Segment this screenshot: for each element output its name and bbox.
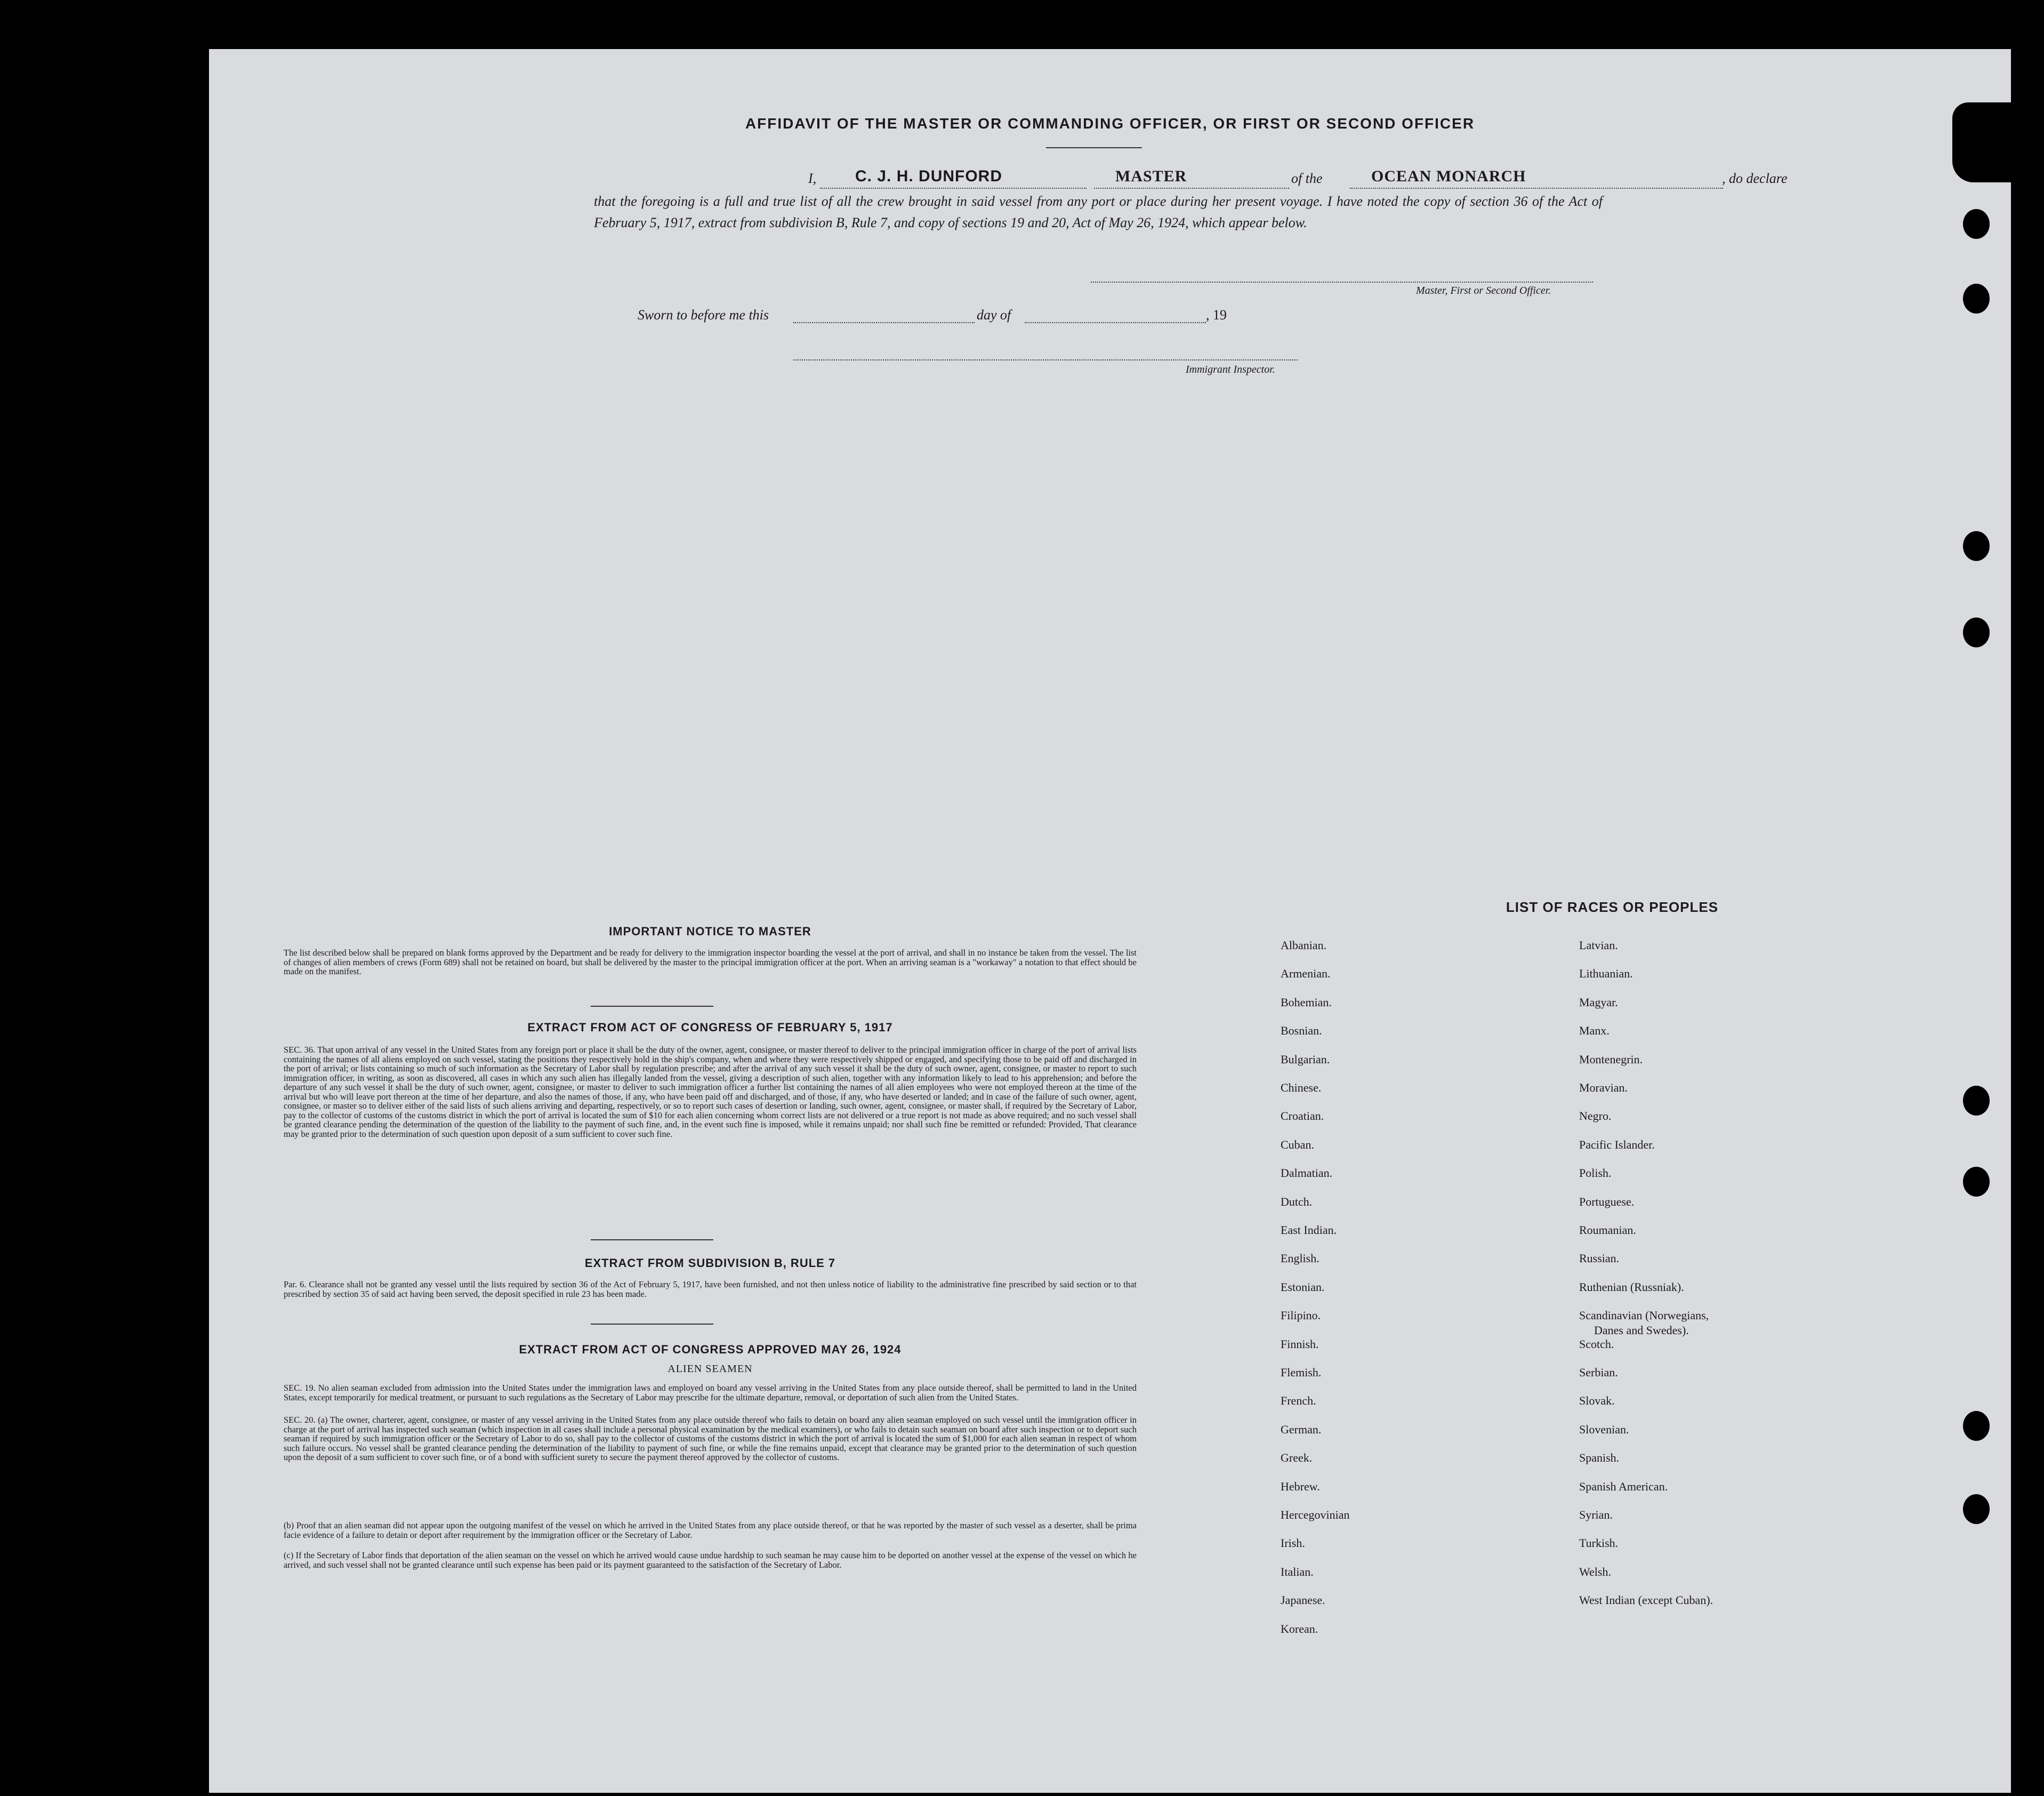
races-title: LIST OF RACES OR PEOPLES [1506, 899, 1719, 915]
race-item: Moravian. [1579, 1081, 1628, 1094]
master-name: C. J. H. DUNFORD [855, 167, 1003, 185]
race-item: Filipino. [1281, 1309, 1321, 1322]
race-item: Irish. [1281, 1536, 1305, 1550]
extract-1917-title: EXTRACT FROM ACT OF CONGRESS OF FEBRUARY 5, 1917 [527, 1021, 893, 1034]
i-label: I, [808, 171, 817, 186]
race-item: Cuban. [1281, 1137, 1314, 1151]
race-item: Roumanian. [1579, 1223, 1636, 1237]
punch-hole [1963, 1086, 1990, 1116]
race-item: Manx. [1579, 1024, 1610, 1038]
race-item: Russian. [1579, 1252, 1620, 1265]
race-item: Estonian. [1281, 1280, 1325, 1294]
notice-title: IMPORTANT NOTICE TO MASTER [609, 925, 811, 938]
race-item: English. [1281, 1252, 1319, 1265]
race-item: Korean. [1281, 1622, 1318, 1635]
inspector-line [793, 359, 1298, 360]
extract-rule7-body: Par. 6. Clearance shall not be granted any vessel until the lists required by section 36 of the Act of February 5, 1917, have been furnished, and not then unless notice of liability to the administrative fine prescribed by said section or to that prescribed by section 35 of said act having been served, the deposit specified in rule 23 has been made. [284, 1279, 1137, 1299]
punch-hole [1963, 1167, 1990, 1197]
race-item: Bosnian. [1281, 1024, 1322, 1038]
affidavit-heading: AFFIDAVIT OF THE MASTER OR COMMANDING OFFICER, OR FIRST OR SECOND OFFICER [745, 115, 1475, 132]
race-item: Bulgarian. [1281, 1052, 1330, 1066]
race-item: Scandinavian (Norwegians, [1579, 1309, 1709, 1322]
vessel-line [1350, 188, 1723, 189]
document-page [209, 49, 2011, 1793]
divider [591, 1239, 713, 1240]
race-item: East Indian. [1281, 1223, 1337, 1237]
year-label: , 19 [1206, 307, 1227, 323]
race-item: Croatian. [1281, 1109, 1324, 1123]
punch-hole [1963, 209, 1990, 239]
race-item: Lithuanian. [1579, 967, 1633, 981]
day-of-label: day of [977, 307, 1011, 323]
race-item: Hercegovinian [1281, 1508, 1350, 1521]
race-item: Scotch. [1579, 1337, 1614, 1351]
officer-position: MASTER [1115, 167, 1187, 185]
race-item: Dalmatian. [1281, 1166, 1333, 1180]
notice-body: The list described below shall be prepared on blank forms approved by the Department and be ready for delivery to the immigration inspector boarding the vessel at the port of arrival, and shall in no instance be taken from the vessel. The list of changes of alien members of crews (Form 689) shall not be retained on board, but shall be delivered by the master to the principal immigration officer at the port. When an arriving seaman is a "workaway" a notation to that effect should be made on the manifest. [284, 948, 1137, 976]
race-item: Welsh. [1579, 1565, 1611, 1578]
race-item: Greek. [1281, 1451, 1313, 1465]
race-item: Italian. [1281, 1565, 1314, 1578]
race-item: Negro. [1579, 1109, 1612, 1123]
divider [591, 1324, 713, 1325]
extract-1924-sec20a: SEC. 20. (a) The owner, charterer, agent, consignee, or master of any vessel arriving in the United States from any place outside thereof who fails to detain on board any alien seaman employed on such vessel until the immigration officer in charge at the port of arrival has inspected such seaman (which inspection in all cases shall include a personal physical examination by the medical examiners), or who fails to detain such seaman on board after such inspection or to deport such seaman if required by such immigration officer or the Secretary of Labor to do so, shall pay to the collector of customs of the customs district in which the port of arrival is located the sum of $1,000 for each alien seaman in respect of whom such failure occurs. No vessel shall be granted clearance pending the determination of the liability to payment of such fine, or while the fine remains unpaid, except that clearance may be granted prior to the determination of such question upon the deposit of a sum sufficient to cover such fine, or of a bond with sufficient surety to secure the payment thereof approved by the collector of customs. [284, 1415, 1137, 1462]
extract-1924-sec19: SEC. 19. No alien seaman excluded from admission into the United States under the immigration laws and employed on board any vessel arriving in the United States from any place outside thereof, shall be permitted to land in the United States, except temporarily for medical treatment, or pursuant to such regulations as the Secretary of Labor may prescribe for the ultimate departure, removal, or deportation of such alien from the United States. [284, 1383, 1137, 1402]
heading-rule [1046, 147, 1142, 148]
punch-hole [1963, 284, 1990, 314]
signature-line [1091, 282, 1593, 283]
edge-tear [1952, 102, 2011, 182]
race-item: French. [1281, 1394, 1316, 1408]
race-item: Spanish. [1579, 1451, 1620, 1465]
signature-caption: Master, First or Second Officer. [1416, 285, 1551, 296]
punch-hole [1963, 531, 1990, 561]
race-item: Ruthenian (Russniak). [1579, 1280, 1684, 1294]
race-item: Armenian. [1281, 967, 1331, 981]
affidavit-body: that the foregoing is a full and true list of all the crew brought in said vessel from any port or place during her present voyage. I have noted the copy of section 36 of the Act of February 5, 1917, extract from subdivision B, Rule 7, and copy of sections 19 and 20, Act of May 26, 1924, which appear below. [594, 194, 1603, 230]
race-item: Serbian. [1579, 1366, 1618, 1379]
position-line [1094, 188, 1289, 189]
race-item: Albanian. [1281, 939, 1327, 952]
extract-rule7-title: EXTRACT FROM SUBDIVISION B, RULE 7 [584, 1256, 836, 1270]
race-item: German. [1281, 1422, 1322, 1436]
race-item: Latvian. [1579, 939, 1618, 952]
race-item: Portuguese. [1579, 1194, 1635, 1208]
extract-1924-subtitle: ALIEN SEAMEN [667, 1363, 753, 1375]
do-declare-label: , do declare [1722, 171, 1788, 186]
sworn-day-line [793, 322, 975, 323]
race-item: Danes and Swedes). [1594, 1324, 1689, 1337]
vessel-name: OCEAN MONARCH [1371, 167, 1526, 185]
race-item: West Indian (except Cuban). [1579, 1593, 1713, 1607]
sworn-label: Sworn to before me this [638, 307, 769, 323]
name-line [820, 188, 1087, 189]
race-item: Flemish. [1281, 1366, 1322, 1379]
extract-1924-title: EXTRACT FROM ACT OF CONGRESS APPROVED MAY 26, 1924 [519, 1343, 902, 1356]
divider [591, 1006, 713, 1007]
punch-hole [1963, 1411, 1990, 1441]
race-item: Spanish American. [1579, 1479, 1668, 1493]
extract-1924-sec20c: (c) If the Secretary of Labor finds that deportation of the alien seaman on the vessel on which he arrived would cause undue hardship to such seaman he may cause him to be deported on another vessel at the expense of the vessel on which he arrived, and such vessel shall not be granted clearance until such expense has been paid or its payment guaranteed to the satisfaction of the Secretary of Labor. [284, 1550, 1137, 1570]
race-item: Japanese. [1281, 1593, 1325, 1607]
race-item: Chinese. [1281, 1081, 1322, 1094]
punch-hole [1963, 618, 1990, 647]
race-item: Turkish. [1579, 1536, 1619, 1550]
race-item: Finnish. [1281, 1337, 1319, 1351]
race-item: Montenegrin. [1579, 1052, 1643, 1066]
race-item: Dutch. [1281, 1194, 1313, 1208]
race-item: Slovak. [1579, 1394, 1615, 1408]
race-item: Magyar. [1579, 995, 1618, 1009]
of-the-label: of the [1291, 171, 1323, 186]
inspector-caption: Immigrant Inspector. [1186, 364, 1275, 375]
race-item: Hebrew. [1281, 1479, 1320, 1493]
race-item: Bohemian. [1281, 995, 1332, 1009]
extract-1924-sec20b: (b) Proof that an alien seaman did not appear upon the outgoing manifest of the vessel on which he arrived in the United States from any place outside thereof, or that he was reported by the master of such vessel as a deserter, shall be prima facie evidence of a failure to detain or deport after requirement by the immigration officer or the Secretary of Labor. [284, 1520, 1137, 1540]
race-item: Pacific Islander. [1579, 1137, 1655, 1151]
race-item: Polish. [1579, 1166, 1612, 1180]
punch-hole [1963, 1494, 1990, 1524]
sworn-month-line [1025, 322, 1206, 323]
extract-1917-body: SEC. 36. That upon arrival of any vessel in the United States from any foreign port or place it shall be the duty of the owner, agent, consignee, or master thereof to deliver to the principal immigration officer in charge of the port of arrival lists containing the names of all aliens employed on such vessel, stating the positions they respectively hold in the ship's company, when and where they were respectively shipped or engaged, and specifying those to be paid off and discharged in the port of arrival; or lists containing so much of such information as the Secretary of Labor shall by regulation prescribe; and after the arrival of any such vessel it shall be the duty of such owner, agent, consignee, or master to report to such immigration officer, in writing, as soon as discovered, all cases in which any such alien has illegally landed from the vessel, giving a description of such alien, together with any information likely to lead to his apprehension; and before the departure of any such vessel it shall be the duty of such owner, agent, consignee, or master to deliver to such immigration officer a further list containing the names of all alien employees who were not employed thereon at the time of the arrival but who will leave port thereon at the time of her departure, and also the names of those, if any, who have been paid off and discharged, and of those, if any, who have deserted or landed; and in case of the failure of such owner, agent, consignee, or master so to deliver either of the said lists of such aliens arriving and departing, respectively, or so to report such cases of desertion or landing, such owner, agent, consignee, or master shall, if required by the Secretary of Labor, pay to the collector of customs of the customs district in which the port of arrival is located the sum of $10 for each alien concerning whom correct lists are not delivered or a true report is not made as above required; and no such vessel shall be granted clearance pending the determination of the question of the liability to the payment of such fine, and, in the event such fine is imposed, while it remains unpaid; nor shall such fine be remitted or refunded: Provided, That clearance may be granted prior to the determination of such question upon deposit of a sum sufficient to cover such fine. [284, 1045, 1137, 1139]
race-item: Slovenian. [1579, 1422, 1629, 1436]
race-item: Syrian. [1579, 1508, 1613, 1521]
